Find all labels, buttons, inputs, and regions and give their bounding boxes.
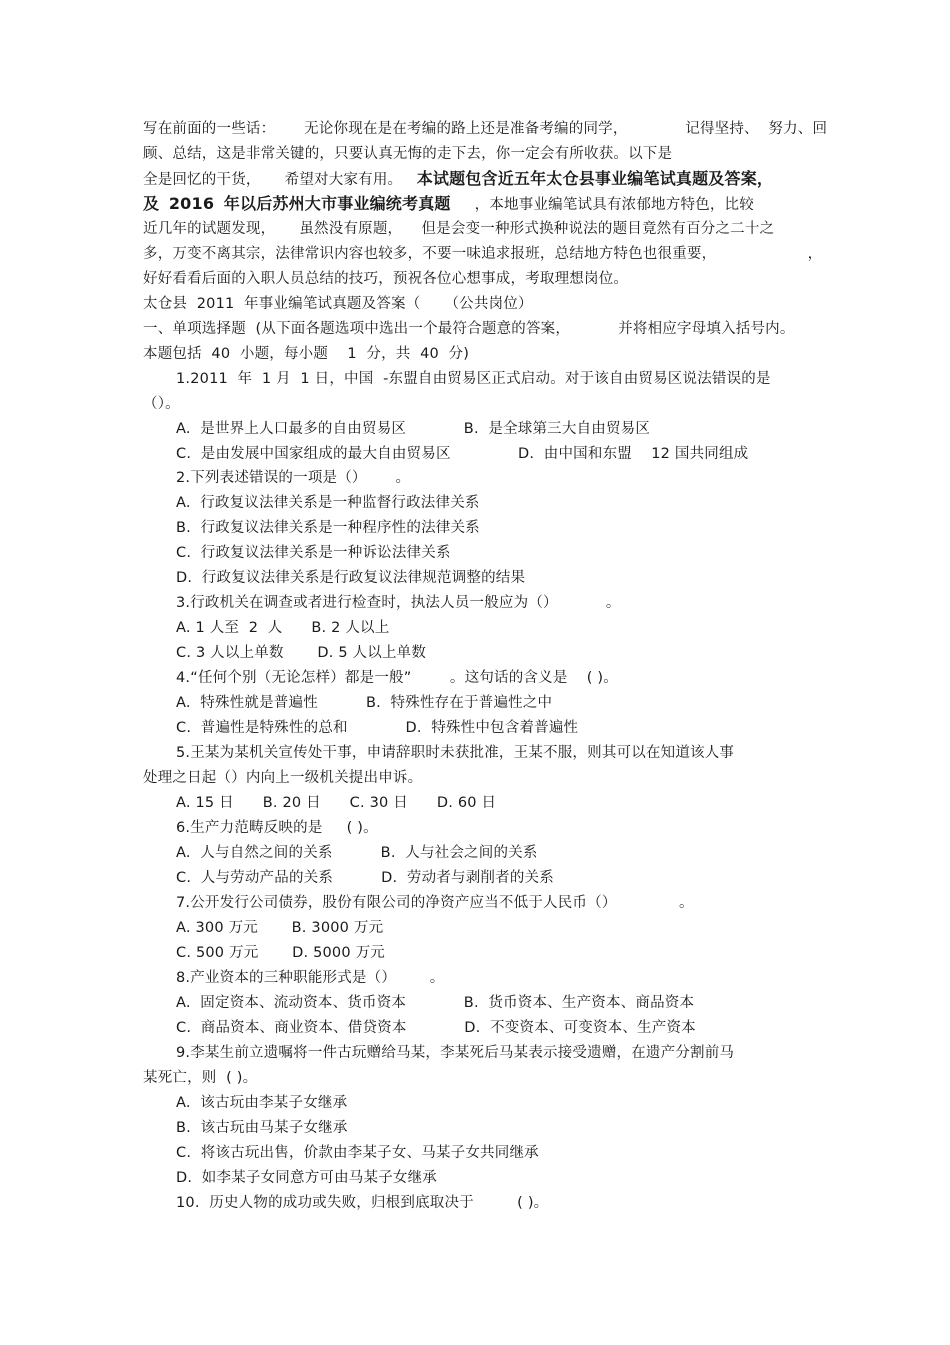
question-line: 3.行政机关在调查或者进行检查时，执法人员一般应为（） 。 xyxy=(176,595,621,611)
intro-line: 近几年的试题发现， 虽然没有原题， 但是会变一种形式换种说法的题目竟然有百分之二十之 xyxy=(143,221,775,237)
question-line: 7.公开发行公司债券，股份有限公司的净资产应当不低于人民币（） 。 xyxy=(176,895,694,911)
option-line: C. 将该古玩出售，价款由李某子女、马某子女共同继承 xyxy=(176,1145,539,1161)
option-line: C. 人与劳动产品的关系 D. 劳动者与剥削者的关系 xyxy=(176,870,554,886)
option-line: A. 固定资本、流动资本、货币资本 B. 货币资本、生产资本、商品资本 xyxy=(176,995,695,1011)
question-line: 9.李某生前立遗嘱将一件古玩赠给马某，李某死后马某表示接受遗赠，在遗产分割前马 xyxy=(176,1045,735,1061)
intro-line: 顾、总结，这是非常关键的，只要认真无悔的走下去，你一定会有所收获。以下是 xyxy=(143,146,673,162)
question-line: 某死亡，则 ( )。 xyxy=(143,1070,258,1086)
intro-line: 写在前面的一些话： 无论你现在是在考编的路上还是准备考编的同学， 记得坚持、 努力、回 xyxy=(143,121,828,137)
option-line: C. 普遍性是特殊性的总和 D. 特殊性中包含着普遍性 xyxy=(176,720,579,736)
question-line: 10. 历史人物的成功或失败，归根到底取决于 ( )。 xyxy=(176,1195,549,1211)
question-line: 6.生产力范畴反映的是 ( )。 xyxy=(176,820,378,836)
section-heading: 本题包括 40 小题，每小题 1 分，共 40 分) xyxy=(143,346,470,362)
question-line: 处理之日起（）内向上一级机关提出申诉。 xyxy=(143,770,423,786)
option-line: C. 500 万元 D. 5000 万元 xyxy=(176,945,385,961)
option-line: A. 人与自然之间的关系 B. 人与社会之间的关系 xyxy=(176,845,538,861)
option-line: A. 该古玩由李某子女继承 xyxy=(176,1095,348,1111)
question-line: 2.下列表述错误的一项是（） 。 xyxy=(176,470,411,486)
option-line: A. 特殊性就是普遍性 B. 特殊性存在于普遍性之中 xyxy=(176,695,553,711)
option-line: C. 商品资本、商业资本、借贷资本 D. 不变资本、可变资本、生产资本 xyxy=(176,1020,696,1036)
option-line: C. 行政复议法律关系是一种诉讼法律关系 xyxy=(176,545,451,561)
intro-highlight: 本试题包含近五年太仓县事业编笔试真题及答案， xyxy=(416,169,774,188)
exam-title: 太仓县 2011 年事业编笔试真题及答案（ （公共岗位） xyxy=(143,296,533,312)
option-line: D. 行政复议法律关系是行政复议法律规范调整的结果 xyxy=(176,570,526,586)
question-line: 8.产业资本的三种职能形式是（） 。 xyxy=(176,970,445,986)
option-line: C. 3 人以上单数 D. 5 人以上单数 xyxy=(176,645,427,661)
question-line: 5.王某为某机关宣传处干事，申请辞职时未获批准，王某不服，则其可以在知道该人事 xyxy=(176,745,735,761)
option-line: D. 如李某子女同意方可由马某子女继承 xyxy=(176,1170,437,1186)
option-line: A. 是世界上人口最多的自由贸易区 B. 是全球第三大自由贸易区 xyxy=(176,421,651,437)
intro-line: 多，万变不离其宗，法律常识内容也较多，不要一味追求报班，总结地方特色也很重要， ， xyxy=(143,246,823,262)
question-line: 1.2011 年 1 月 1 日，中国 -东盟自由贸易区正式启动。对于该自由贸易区说法错误的是 xyxy=(176,371,771,387)
option-line: A. 行政复议法律关系是一种监督行政法律关系 xyxy=(176,495,480,511)
option-line: C. 是由发展中国家组成的最大自由贸易区 D. 由中国和东盟 12 国共同组成 xyxy=(176,446,749,462)
intro-line: 好好看看后面的入职人员总结的技巧，预祝各位心想事成，考取理想岗位。 xyxy=(143,271,629,287)
option-line: B. 该古玩由马某子女继承 xyxy=(176,1120,348,1136)
question-line: 4.“任何个别（无论怎样）都是一般” 。这句话的含义是 ( )。 xyxy=(176,670,618,686)
question-line: （）。 xyxy=(143,396,180,412)
option-line: A. 1 人至 2 人 B. 2 人以上 xyxy=(176,620,390,636)
intro-line: 全是回忆的干货， 希望对大家有用。 本试题包含近五年太仓县事业编笔试真题及答案， xyxy=(143,169,774,188)
section-heading: 一、单项选择题 (从下面各题选项中选出一个最符合题意的答案， 并将相应字母填入括号内。 xyxy=(143,321,795,337)
option-line: A. 15 日 B. 20 日 C. 30 日 D. 60 日 xyxy=(176,795,497,811)
option-line: B. 行政复议法律关系是一种程序性的法律关系 xyxy=(176,520,480,536)
option-line: A. 300 万元 B. 3000 万元 xyxy=(176,920,384,936)
intro-line: 及 2016 年以后苏州大市事业编统考真题 ，本地事业编笔试具有浓郁地方特色，比较 xyxy=(143,194,754,213)
